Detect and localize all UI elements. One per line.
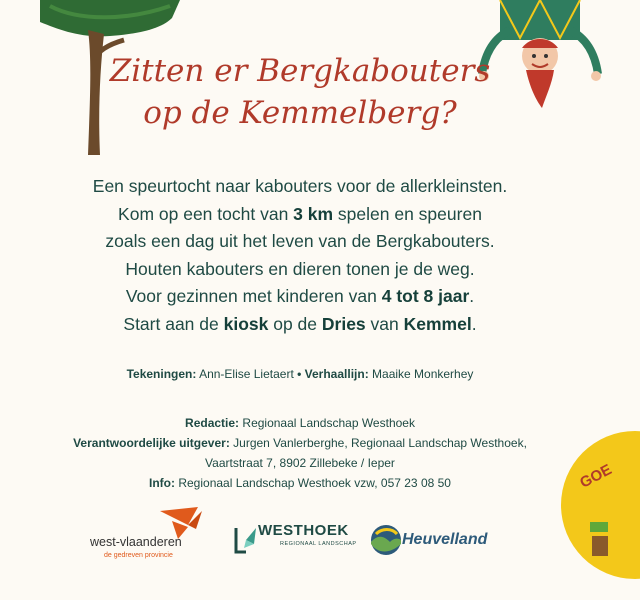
- kiosk-highlight: kiosk: [223, 313, 269, 334]
- west-vlaanderen-emblem-icon: [158, 505, 204, 539]
- westhoek-emblem-icon: [232, 520, 260, 556]
- info-value: Regionaal Landschap Westhoek vzw, 057 23 08 50: [175, 476, 451, 490]
- page-title: [0, 50, 600, 134]
- age-highlight: 4 tot 8 jaar: [381, 286, 470, 306]
- intro-text: [0, 173, 600, 338]
- publisher-value: Jurgen Vanlerberghe, Regionaal Landschap Westhoek,: [229, 436, 527, 450]
- promo-badge: [560, 430, 640, 580]
- intro-line-2: [0, 201, 600, 229]
- info-row: [0, 473, 600, 493]
- westhoek-subtitle: REGIONAAL LANDSCHAP: [280, 541, 357, 547]
- distance-highlight: 3 km: [293, 203, 334, 224]
- kemmel-highlight: Kemmel: [403, 313, 472, 334]
- intro-text-fragment: van: [365, 313, 404, 334]
- westhoek-name: WESTHOEK: [258, 522, 349, 539]
- title-line-1: Zitten er Bergkabouters: [109, 53, 491, 89]
- intro-line-3: zoals een dag uit het leven van de Bergkabouters.: [105, 231, 495, 251]
- story-value: Maaike Monkerhey: [368, 367, 474, 381]
- intro-text-fragment: Start aan de: [123, 313, 224, 334]
- heuvelland-emblem-icon: [370, 524, 402, 556]
- drawings-label: Tekeningen:: [126, 367, 197, 381]
- colophon: [0, 413, 600, 493]
- title-line-2: op de Kemmelberg?: [143, 95, 457, 131]
- publisher-label: Verantwoordelijke uitgever:: [73, 436, 230, 450]
- info-label: Info:: [149, 476, 175, 490]
- west-vlaanderen-subtitle: de gedreven provincie: [104, 552, 173, 559]
- intro-text-fragment: spelen en speuren: [333, 203, 482, 224]
- credits-line: [0, 367, 600, 381]
- publisher-row: [0, 433, 600, 453]
- promo-badge-text: GOE: [577, 461, 615, 492]
- editor-row: [0, 413, 600, 433]
- intro-line-5: [0, 283, 600, 311]
- intro-line-4: Houten kabouters en dieren tonen je de weg.: [125, 258, 475, 279]
- editor-value: Regionaal Landschap Westhoek: [239, 416, 415, 430]
- address-row: Vaartstraat 7, 8902 Zillebeke / Ieper: [205, 456, 395, 470]
- drawings-value: Ann-Elise Lietaert: [196, 367, 298, 381]
- heuvelland-name: Heuvelland: [402, 531, 488, 548]
- intro-text-fragment: Kom op een tocht van: [118, 203, 294, 224]
- story-label: Verhaallijn:: [301, 367, 369, 381]
- intro-text-fragment: Voor gezinnen met kinderen van: [125, 286, 382, 306]
- editor-label: Redactie:: [185, 416, 240, 430]
- intro-text-fragment: .: [469, 286, 475, 306]
- dries-highlight: Dries: [321, 313, 366, 334]
- bullet-separator: •: [297, 367, 302, 381]
- intro-line-6: [0, 311, 600, 339]
- intro-line-1: Een speurtocht naar kabouters voor de allerkleinsten.: [92, 176, 508, 196]
- westhoek-logo: [232, 520, 357, 560]
- west-vlaanderen-logo: [90, 505, 210, 565]
- intro-text-fragment: op de: [268, 313, 322, 334]
- heuvelland-logo: [370, 522, 495, 562]
- west-vlaanderen-name: west-vlaanderen: [90, 535, 182, 549]
- intro-text-fragment: .: [471, 313, 477, 334]
